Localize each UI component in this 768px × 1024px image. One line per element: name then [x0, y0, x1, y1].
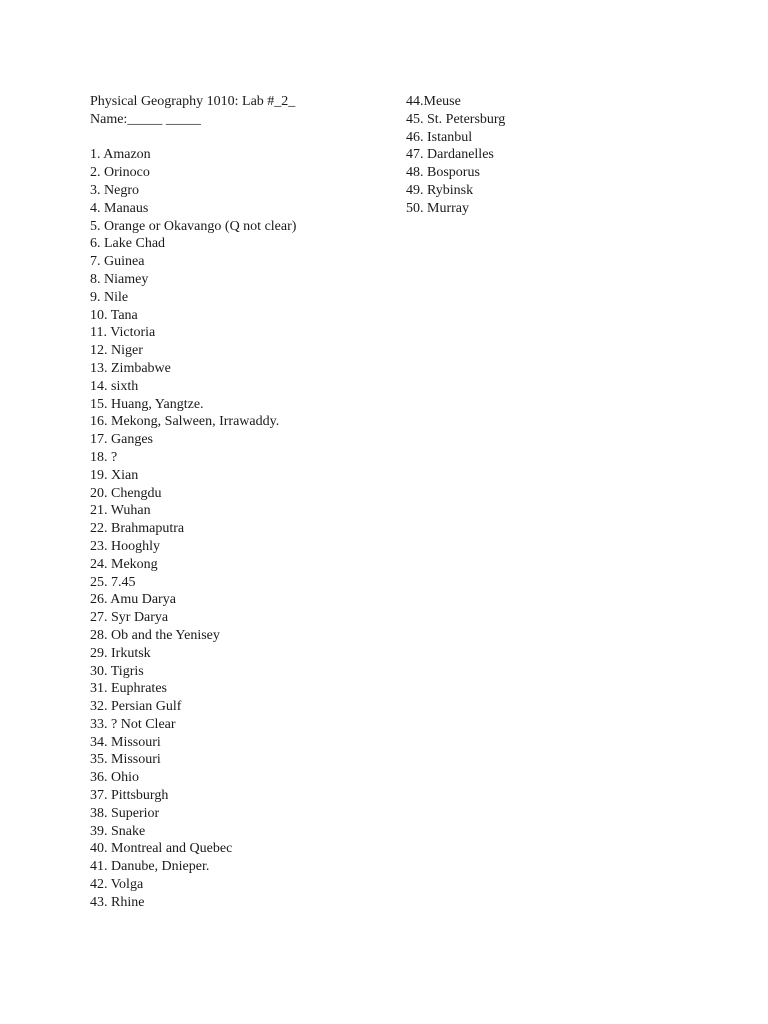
answer-item: 14. sixth	[90, 378, 139, 394]
answer-item: 36. Ohio	[90, 770, 139, 786]
answer-item: 10. Tana	[90, 307, 138, 323]
answer-item: 5. Orange or Okavango (Q not clear)	[90, 218, 297, 234]
answer-item: 20. Chengdu	[90, 485, 162, 501]
answer-item: 31. Euphrates	[90, 681, 167, 697]
answer-item: 38. Superior	[90, 805, 160, 821]
answer-item: 32. Persian Gulf	[90, 699, 182, 715]
answer-item: 22. Brahmaputra	[90, 521, 185, 537]
answer-item: 43. Rhine	[90, 894, 145, 910]
answer-item: 47. Dardanelles	[406, 147, 494, 163]
answer-item: 17. Ganges	[90, 432, 153, 448]
answer-item: 13. Zimbabwe	[90, 360, 171, 376]
answer-item: 1. Amazon	[90, 147, 151, 163]
answer-item: 2. Orinoco	[90, 165, 150, 181]
answer-item: 24. Mekong	[90, 556, 158, 572]
answer-item: 45. St. Petersburg	[406, 111, 506, 127]
left-column	[90, 93, 390, 912]
answer-item: 27. Syr Darya	[90, 610, 169, 626]
answer-item: 12. Niger	[90, 343, 143, 359]
answer-item: 19. Xian	[90, 467, 139, 483]
answer-item: 26. Amu Darya	[90, 592, 176, 608]
answer-item: 37. Pittsburgh	[90, 788, 169, 804]
answer-item: 50. Murray	[406, 200, 469, 216]
answer-item: 6. Lake Chad	[90, 236, 166, 252]
right-column	[406, 93, 706, 218]
answer-list-right	[406, 93, 706, 218]
answer-item: 21. Wuhan	[90, 503, 151, 519]
answer-item: 49. Rybinsk	[406, 182, 474, 198]
answer-item: 29. Irkutsk	[90, 645, 151, 661]
answer-item: 25. 7.45	[90, 574, 136, 590]
answer-item: 3. Negro	[90, 182, 139, 198]
answer-item: 33. ? Not Clear	[90, 716, 176, 732]
document-title: Physical Geography 1010: Lab #_2_	[90, 94, 296, 109]
answer-item: 16. Mekong, Salween, Irrawaddy.	[90, 414, 280, 430]
answer-item: 30. Tigris	[90, 663, 144, 679]
answer-item: 42. Volga	[90, 877, 144, 893]
answer-item: 8. Niamey	[90, 271, 149, 287]
answer-item: 40. Montreal and Quebec	[90, 841, 233, 857]
answer-item: 18. ?	[90, 449, 118, 465]
answer-item: 7. Guinea	[90, 254, 145, 270]
answer-item: 46. Istanbul	[406, 129, 473, 145]
answer-item: 28. Ob and the Yenisey	[90, 627, 220, 643]
name-line: Name:_____ _____	[90, 111, 201, 127]
spacer	[90, 129, 390, 147]
answer-item: 44.Meuse	[406, 94, 461, 109]
answer-item: 34. Missouri	[90, 734, 161, 750]
answer-item: 23. Hooghly	[90, 538, 160, 554]
answer-item: 9. Nile	[90, 289, 129, 305]
answer-item: 11. Victoria	[90, 325, 156, 341]
answer-item: 35. Missouri	[90, 752, 161, 768]
answer-item: 39. Snake	[90, 823, 146, 839]
answer-list-left	[90, 146, 390, 911]
answer-item: 48. Bosporus	[406, 165, 480, 181]
answer-item: 15. Huang, Yangtze.	[90, 396, 204, 412]
answer-item: 41. Danube, Dnieper.	[90, 859, 210, 875]
answer-item: 4. Manaus	[90, 200, 149, 216]
